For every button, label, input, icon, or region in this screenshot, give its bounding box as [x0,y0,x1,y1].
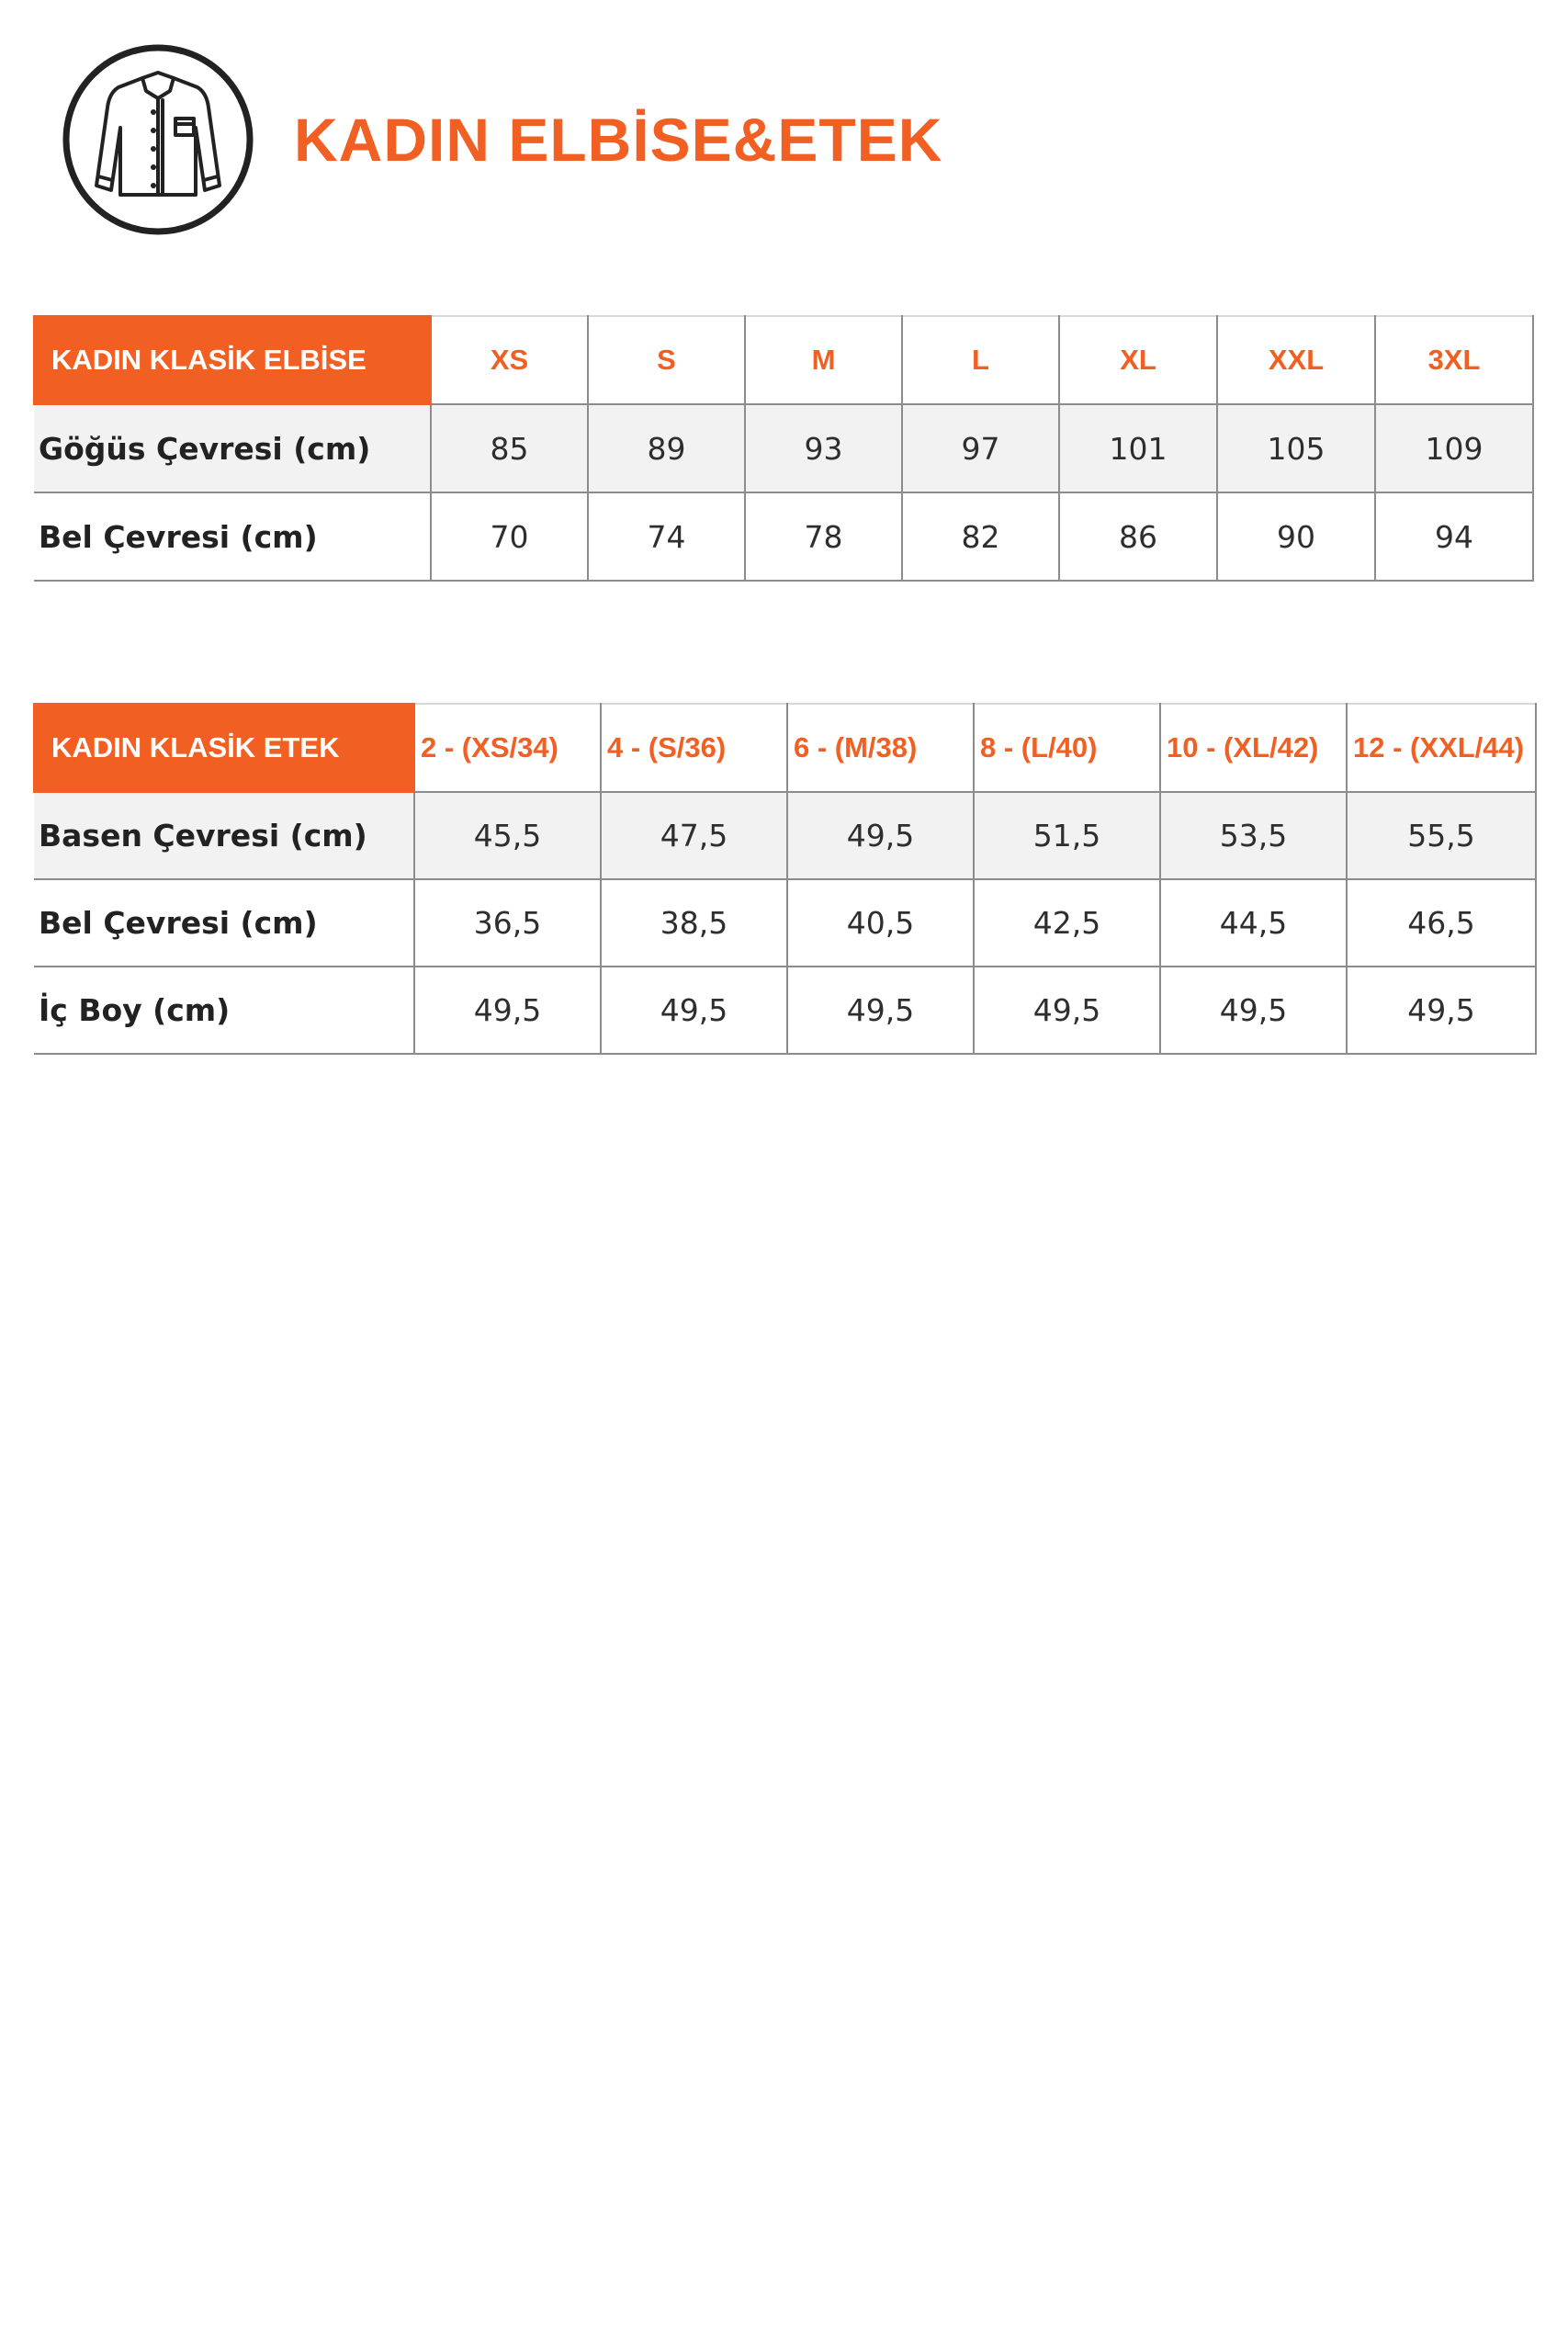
shirt-icon [62,43,254,236]
table-cell: 51,5 [974,792,1160,879]
table-row [34,967,1536,1054]
table-cell: 109 [1375,404,1533,492]
row-label: Bel Çevresi (cm) [34,492,431,581]
table-cell: 93 [745,404,902,492]
table-cell: 49,5 [414,967,601,1054]
dress-size-header: M [745,316,902,404]
table-cell: 49,5 [601,967,787,1054]
dress-size-header: L [902,316,1059,404]
table-cell: 74 [588,492,745,581]
skirt-size-header: 12 - (XXL/44) [1347,704,1536,792]
skirt-size-header: 10 - (XL/42) [1160,704,1347,792]
table-cell: 45,5 [414,792,601,879]
table-row [34,404,1533,492]
skirt-table-title: KADIN KLASİK ETEK [34,704,414,792]
table-cell: 47,5 [601,792,787,879]
table-row [34,792,1536,879]
table-row [34,492,1533,581]
table-cell: 46,5 [1347,879,1536,967]
table-cell: 101 [1059,404,1217,492]
skirt-size-header: 6 - (M/38) [787,704,974,792]
table-cell: 38,5 [601,879,787,967]
table-cell: 49,5 [787,792,974,879]
table-cell: 44,5 [1160,879,1347,967]
row-label: Basen Çevresi (cm) [34,792,414,879]
table-cell: 97 [902,404,1059,492]
skirt-header-row [34,704,1536,792]
table-cell: 36,5 [414,879,601,967]
dress-size-header: XXL [1217,316,1375,404]
row-label: İç Boy (cm) [34,967,414,1054]
table-cell: 40,5 [787,879,974,967]
table-cell: 49,5 [974,967,1160,1054]
table-cell: 53,5 [1160,792,1347,879]
table-cell: 42,5 [974,879,1160,967]
table-cell: 94 [1375,492,1533,581]
dress-size-table [33,315,1534,582]
skirt-size-header: 2 - (XS/34) [414,704,601,792]
table-cell: 89 [588,404,745,492]
dress-size-header: 3XL [1375,316,1533,404]
dress-header-row [34,316,1533,404]
dress-table-title: KADIN KLASİK ELBİSE [34,316,431,404]
table-cell: 78 [745,492,902,581]
skirt-size-header: 4 - (S/36) [601,704,787,792]
row-label: Bel Çevresi (cm) [34,879,414,967]
table-cell: 86 [1059,492,1217,581]
table-cell: 82 [902,492,1059,581]
table-cell: 49,5 [1160,967,1347,1054]
dress-size-header: S [588,316,745,404]
table-cell: 49,5 [787,967,974,1054]
table-cell: 85 [431,404,588,492]
table-cell: 105 [1217,404,1375,492]
row-label: Göğüs Çevresi (cm) [34,404,431,492]
skirt-size-table [33,703,1537,1055]
table-cell: 70 [431,492,588,581]
table-row [34,879,1536,967]
table-cell: 49,5 [1347,967,1536,1054]
table-cell: 55,5 [1347,792,1536,879]
table-cell: 90 [1217,492,1375,581]
dress-size-header: XS [431,316,588,404]
page-title: KADIN ELBİSE&ETEK [294,106,943,174]
skirt-size-header: 8 - (L/40) [974,704,1160,792]
brand-logo [62,43,254,236]
dress-size-header: XL [1059,316,1217,404]
